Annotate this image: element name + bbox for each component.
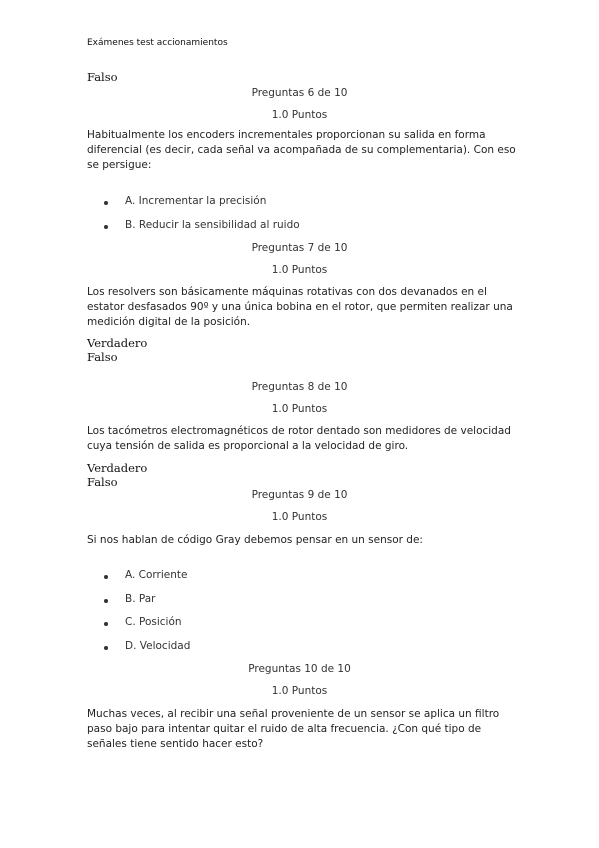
question-6-text: Habitualmente los encoders incrementales proporcionan su salida en forma diferencial (es decir, cada señal va acompañada de su complementaria). Con eso se persigue:: [87, 129, 516, 171]
question-9-option-b: [125, 593, 156, 605]
question-7-label: Preguntas 7 de 10: [251, 242, 348, 254]
question-6-points: 1.0 Puntos: [271, 109, 328, 121]
option-label: A. Incrementar la precisión: [125, 195, 267, 207]
question-9-option-a: [125, 569, 188, 581]
bullet-icon: [104, 622, 108, 626]
option-label: B. Par: [125, 593, 156, 605]
question-7-text: Los resolvers son básicamente máquinas rotativas con dos devanados en el estator desfasados 90º y una única bobina en el rotor, que permiten realizar una medición digital de la posición.: [87, 286, 513, 328]
option-label: B. Reducir la sensibilidad al ruido: [125, 219, 300, 231]
question-8-text: Los tacómetros electromagnéticos de rotor dentado son medidores de velocidad cuya tensión de salida es proporcional a la velocidad de giro.: [87, 425, 511, 452]
answer-falso: Falso: [87, 70, 118, 84]
bullet-icon: [104, 599, 108, 603]
answer-falso: Falso: [87, 475, 118, 489]
question-8-points: 1.0 Puntos: [271, 403, 328, 415]
question-9-option-c: [125, 616, 182, 628]
bullet-icon: [104, 225, 108, 229]
question-6-option-a: [125, 195, 266, 207]
answer-verdadero: Verdadero: [87, 461, 148, 475]
question-9-points: 1.0 Puntos: [271, 511, 328, 523]
question-9-text: Si nos hablan de código Gray debemos pensar en un sensor de:: [87, 534, 423, 546]
option-label: A. Corriente: [125, 569, 188, 581]
option-label: D. Velocidad: [125, 640, 191, 652]
bullet-icon: [104, 646, 108, 650]
question-8-label: Preguntas 8 de 10: [251, 381, 348, 393]
answer-falso: Falso: [87, 350, 118, 364]
question-6-option-b: [125, 219, 300, 231]
question-6-label: Preguntas 6 de 10: [251, 87, 348, 99]
option-label: C. Posición: [125, 616, 182, 628]
bullet-icon: [104, 201, 108, 205]
question-9-label: Preguntas 9 de 10: [251, 489, 348, 501]
bullet-icon: [104, 575, 108, 579]
question-10-points: 1.0 Puntos: [271, 685, 328, 697]
question-10-label: Preguntas 10 de 10: [248, 663, 351, 675]
question-10-text: Muchas veces, al recibir una señal proveniente de un sensor se aplica un filtro paso bajo para intentar quitar el ruido de alta frecuencia. ¿Con qué tipo de señales tiene sentido hacer esto?: [87, 708, 500, 750]
question-7-points: 1.0 Puntos: [271, 264, 328, 276]
question-9-option-d: [125, 640, 190, 652]
page-header: Exámenes test accionamientos: [87, 38, 228, 48]
answer-verdadero: Verdadero: [87, 336, 148, 350]
